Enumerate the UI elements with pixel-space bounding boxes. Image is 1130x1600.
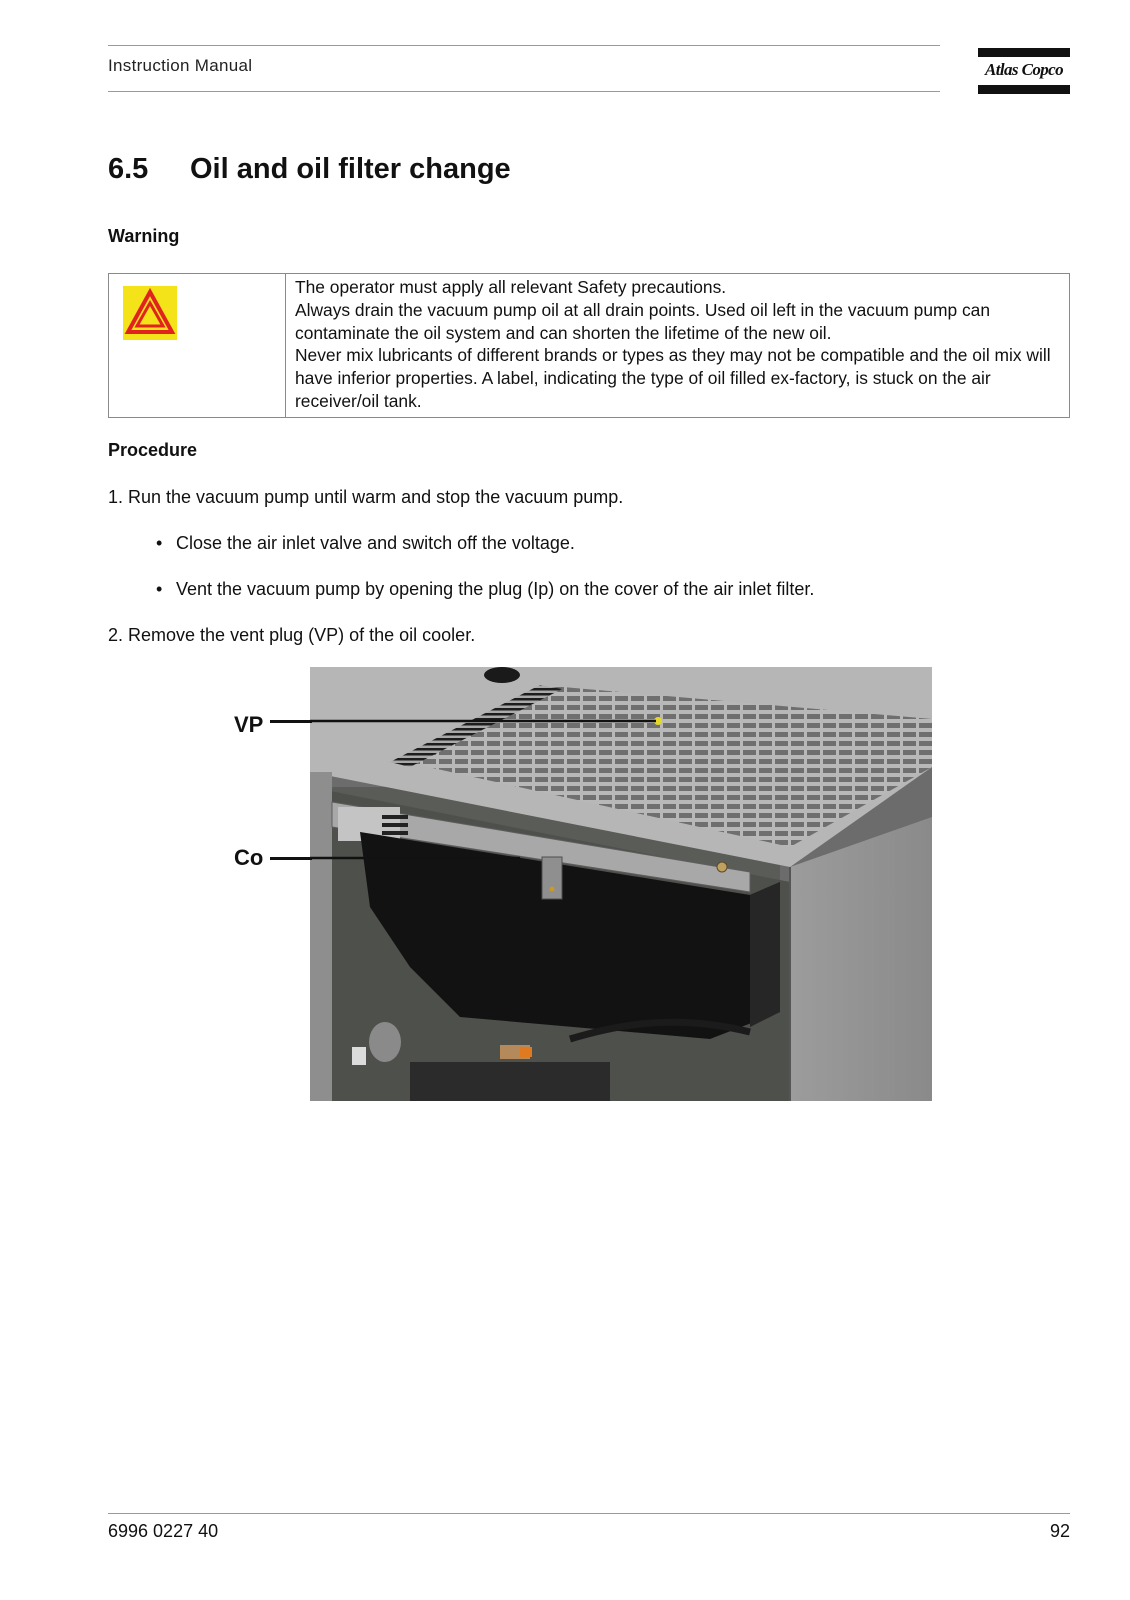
bullet-dot: • (156, 579, 163, 599)
callout-vp-label: VP (234, 712, 264, 737)
bullet-text: Vent the vacuum pump by opening the plug (Ip) on the cover of the air inlet filter. (176, 579, 815, 599)
section-number: 6.5 (108, 153, 149, 185)
co-leader-line-start (270, 857, 312, 860)
procedure-step-2: 2. Remove the vent plug (VP) of the oil cooler. (108, 625, 476, 645)
warning-line-1: The operator must apply all relevant Safety precautions. (295, 277, 727, 297)
footer-doc-number: 6996 0227 40 (108, 1521, 219, 1541)
procedure-bullet-1 (156, 533, 956, 557)
bullet-dot: • (156, 533, 163, 553)
header-title: Instruction Manual (108, 56, 253, 75)
section-title: Oil and oil filter change (190, 153, 511, 185)
oil-cooler-illustration (310, 667, 932, 1101)
procedure-heading: Procedure (108, 440, 198, 460)
vp-leader-line-start (270, 720, 312, 723)
footer-page-number: 92 (1049, 1521, 1070, 1541)
footer-rule (108, 1513, 1070, 1514)
atlas-copco-logo (978, 48, 1070, 94)
header-top-rule (108, 45, 940, 46)
warning-line-2: Always drain the vacuum pump oil at all drain points. Used oil left in the vacuum pump can contaminate the oil system and can shorten the lifetime of the new oil. (295, 299, 991, 343)
procedure-step-1: 1. Run the vacuum pump until warm and stop the vacuum pump. (108, 487, 624, 507)
warning-text (295, 276, 1063, 413)
warning-line-3: Never mix lubricants of different brands or types as they may not be compatible and the oil mix will have inferior properties. A label, indicating the type of oil filled ex-factory, is stuck on the air receiver/oil tank. (295, 345, 1051, 411)
warning-triangle-icon (123, 286, 177, 340)
logo-text: Atlas Copco (985, 60, 1063, 79)
bullet-text: Close the air inlet valve and switch off the voltage. (176, 533, 575, 553)
warning-heading: Warning (108, 226, 180, 246)
warning-table (108, 273, 1070, 418)
warning-icon-cell (109, 274, 286, 417)
callout-co-label: Co (234, 845, 264, 870)
procedure-bullet-2 (156, 579, 956, 603)
header-bottom-rule (108, 91, 940, 92)
